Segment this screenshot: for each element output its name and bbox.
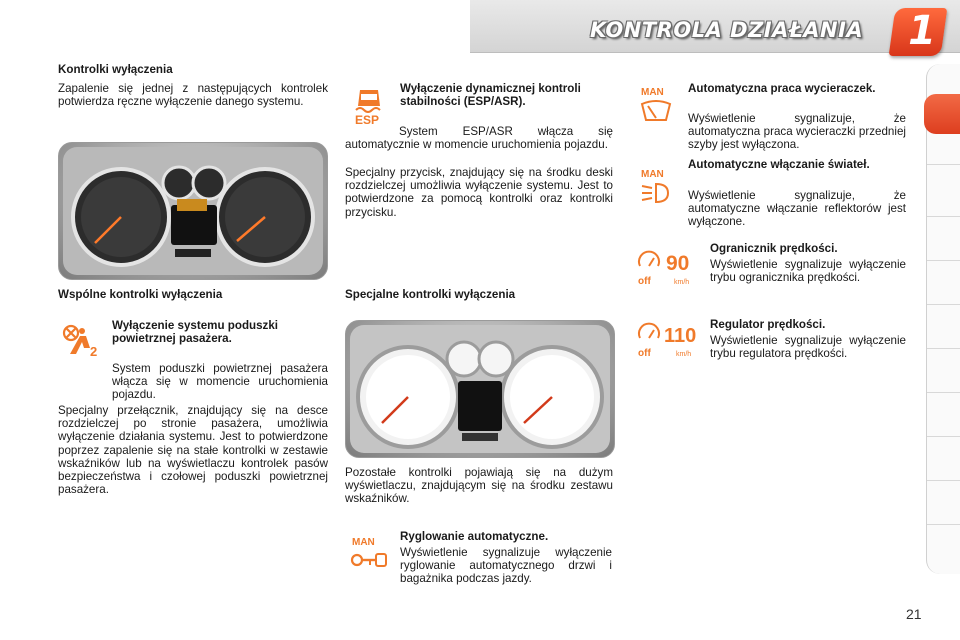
man-label: MAN (641, 169, 664, 180)
tab-divider (927, 524, 960, 525)
auto-lights-title: Automatyczne włączanie świateł. (688, 158, 870, 171)
chapter-number: 1 (908, 8, 936, 54)
page-number: 21 (906, 606, 922, 622)
cruise-control-title: Regulator prędkości. (710, 318, 826, 331)
page-title: KONTROLA DZIAŁANIA (590, 18, 864, 42)
esp-label: ESP (355, 113, 380, 126)
svg-text:2: 2 (90, 344, 98, 358)
auto-wipers-title: Automatyczna praca wycieraczek. (688, 82, 876, 95)
cruise-control-off-icon (636, 320, 702, 360)
tab-divider (927, 260, 960, 261)
cruise-unit: km/h (676, 351, 692, 358)
section-heading: Kontrolki wyłączenia (58, 63, 173, 76)
instrument-cluster-image (58, 142, 328, 280)
esp-off-icon (352, 84, 386, 126)
esp-text-1: System ESP/ASR włącza się automatycznie w momencie uruchomienia pojazdu. (345, 125, 613, 152)
auto-lock-text: Wyświetlenie sygnalizuje wyłączenie ryglowanie automatycznego drzwi i bagażnika podczas jazdy. (400, 546, 612, 586)
tab-active-chapter-1[interactable] (924, 94, 960, 134)
esp-text-2: Specjalny przycisk, znajdujący się na środku deski rozdzielczej umożliwia wyłączenie systemu. Jest to potwierdzone za pomocą kontrolki oraz kontrolki przycisku. (345, 166, 613, 219)
airbag-body-text: Specjalny przełącznik, znajdujący się na desce rozdzielczej po stronie pasażera, umożliwia wyłączenie działania systemu. Jest to potwierdzone poprzez zapalenie się na stałe kontrolki w zestawie wskaźników lub na wyświetlaczu kontrolek pasów bezpieczeństwa i czołowej poduszki powietrznej pasażera. (58, 404, 328, 497)
speed-limiter-text: Wyświetlenie sygnalizuje wyłączenie trybu ogranicznika prędkości. (710, 258, 906, 285)
limiter-speed-value: 90 (666, 252, 690, 275)
airbag-title: Wyłączenie systemu poduszki powietrznej pasażera. (112, 319, 279, 346)
speed-limiter-title: Ogranicznik prędkości. (710, 242, 838, 255)
man-label: MAN (641, 87, 664, 98)
auto-wipers-text: Wyświetlenie sygnalizuje, że automatyczna praca wycieraczki przedniej szyby jest wyłączona. (688, 112, 906, 152)
tab-divider (927, 164, 960, 165)
auto-lights-off-icon (638, 166, 674, 206)
limiter-off-label: off (638, 276, 651, 287)
airbag-text: System poduszki powietrznej pasażera włącza się w momencie uruchomienia pojazdu. (112, 362, 328, 402)
speed-limiter-off-icon (636, 248, 702, 288)
tab-divider (927, 348, 960, 349)
airbag-off-icon (60, 322, 102, 358)
tab-divider (927, 216, 960, 217)
caption-common-lamps: Wspólne kontrolki wyłączenia (58, 288, 223, 301)
tab-divider (927, 480, 960, 481)
instrument-cluster-image-white (345, 320, 615, 458)
limiter-unit: km/h (674, 279, 690, 286)
man-label: MAN (352, 537, 375, 548)
cruise-off-label: off (638, 348, 651, 359)
auto-lights-text: Wyświetlenie sygnalizuje, że automatyczne włączanie reflektorów jest wyłączone. (688, 189, 906, 229)
tab-divider (927, 392, 960, 393)
esp-title: Wyłączenie dynamicznej kontroli stabilności (ESP/ASR). (400, 82, 581, 109)
cruise-speed-value: 110 (664, 325, 697, 347)
tab-divider (927, 304, 960, 305)
auto-lock-off-icon (348, 534, 388, 570)
display-text: Pozostałe kontrolki pojawiają się na dużym wyświetlaczu, znajdującym się na środku zestawu wskaźników. (345, 466, 613, 506)
caption-special-lamps: Specjalne kontrolki wyłączenia (345, 288, 516, 301)
intro-text: Zapalenie się jednej z następujących kontrolek potwierdza ręczne wyłączenie danego systemu. (58, 82, 328, 109)
chapter-tabs (926, 64, 960, 574)
cruise-control-text: Wyświetlenie sygnalizuje wyłączenie trybu regulatora prędkości. (710, 334, 906, 361)
auto-lock-title: Ryglowanie automatyczne. (400, 530, 549, 543)
tab-divider (927, 436, 960, 437)
auto-wipers-off-icon (638, 84, 674, 124)
